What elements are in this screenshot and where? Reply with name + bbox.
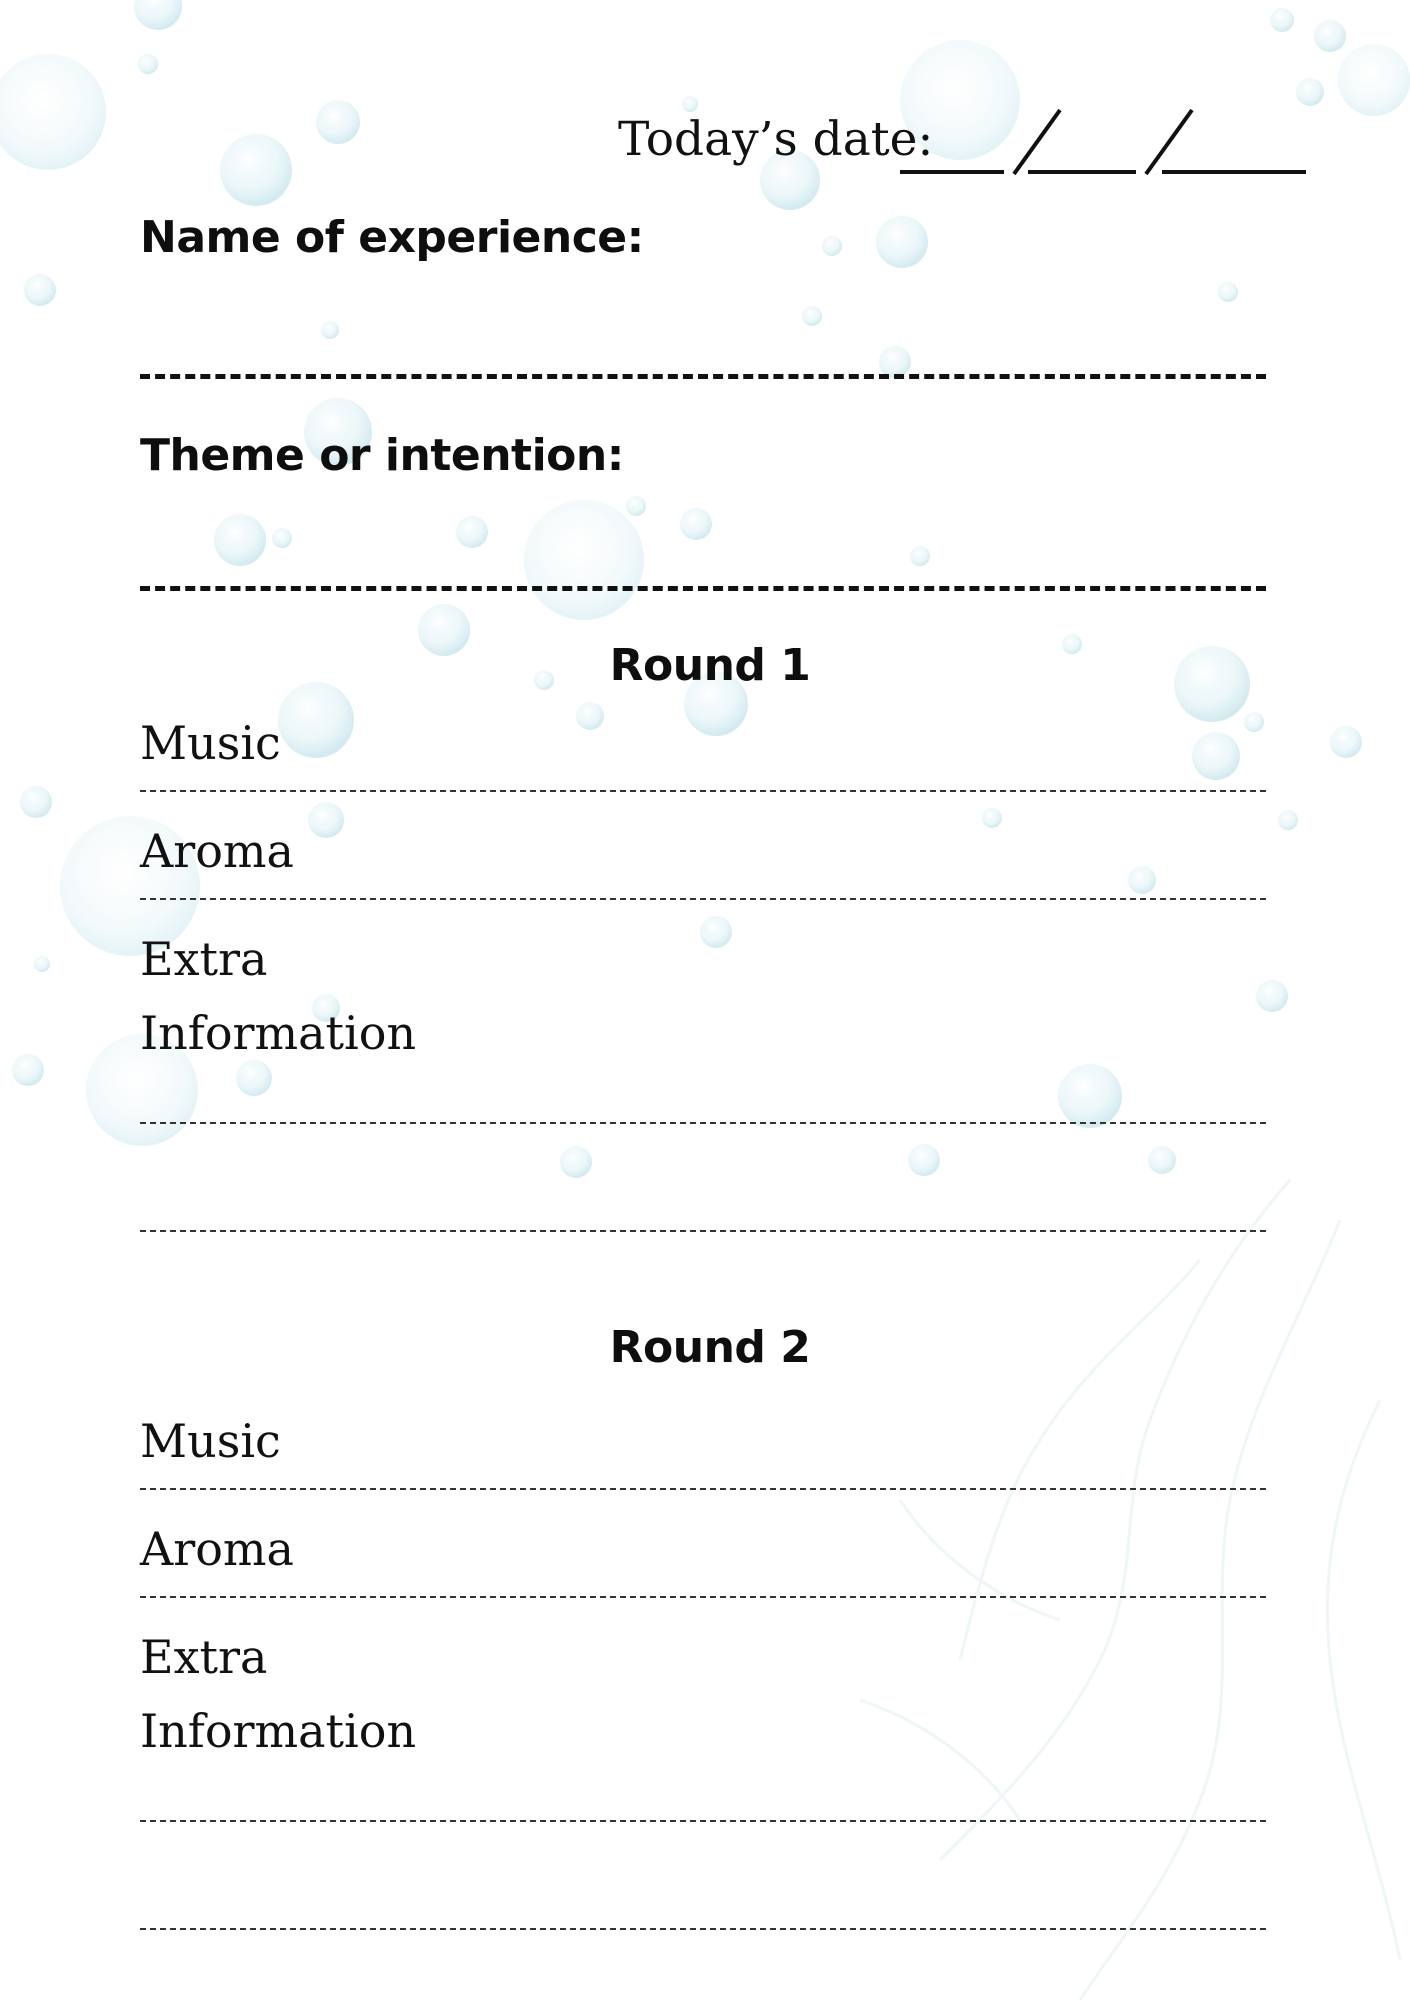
- round-1-extra-line-1[interactable]: [140, 1122, 1266, 1124]
- round-2-music-label: Music: [140, 1414, 281, 1468]
- round-2-music-line[interactable]: [140, 1488, 1266, 1490]
- theme-input-line[interactable]: [140, 586, 1266, 591]
- round-2-aroma-line[interactable]: [140, 1596, 1266, 1598]
- date-label: Today’s date:: [618, 112, 934, 167]
- round-2-title: Round 2: [609, 1322, 811, 1373]
- theme-heading: Theme or intention:: [140, 430, 624, 481]
- round-1-title: Round 1: [609, 640, 811, 691]
- round-1-aroma-label: Aroma: [140, 824, 294, 878]
- round-1-music-label: Music: [140, 716, 281, 770]
- round-2-extra-line-2[interactable]: [140, 1928, 1266, 1930]
- round-2-extra-line-1[interactable]: [140, 1820, 1266, 1822]
- date-slash-1: [1014, 110, 1060, 174]
- experience-heading: Name of experience:: [140, 212, 644, 263]
- round-1-music-line[interactable]: [140, 790, 1266, 792]
- round-1-aroma-line[interactable]: [140, 898, 1266, 900]
- round-1-extra-label: Extra Information: [140, 932, 417, 1060]
- experience-input-line[interactable]: [140, 374, 1266, 379]
- date-slash-2: [1146, 110, 1192, 174]
- date-blanks[interactable]: [896, 100, 1316, 180]
- round-1-extra-line-2[interactable]: [140, 1230, 1266, 1232]
- round-2-aroma-label: Aroma: [140, 1522, 294, 1576]
- round-2-extra-label: Extra Information: [140, 1630, 417, 1758]
